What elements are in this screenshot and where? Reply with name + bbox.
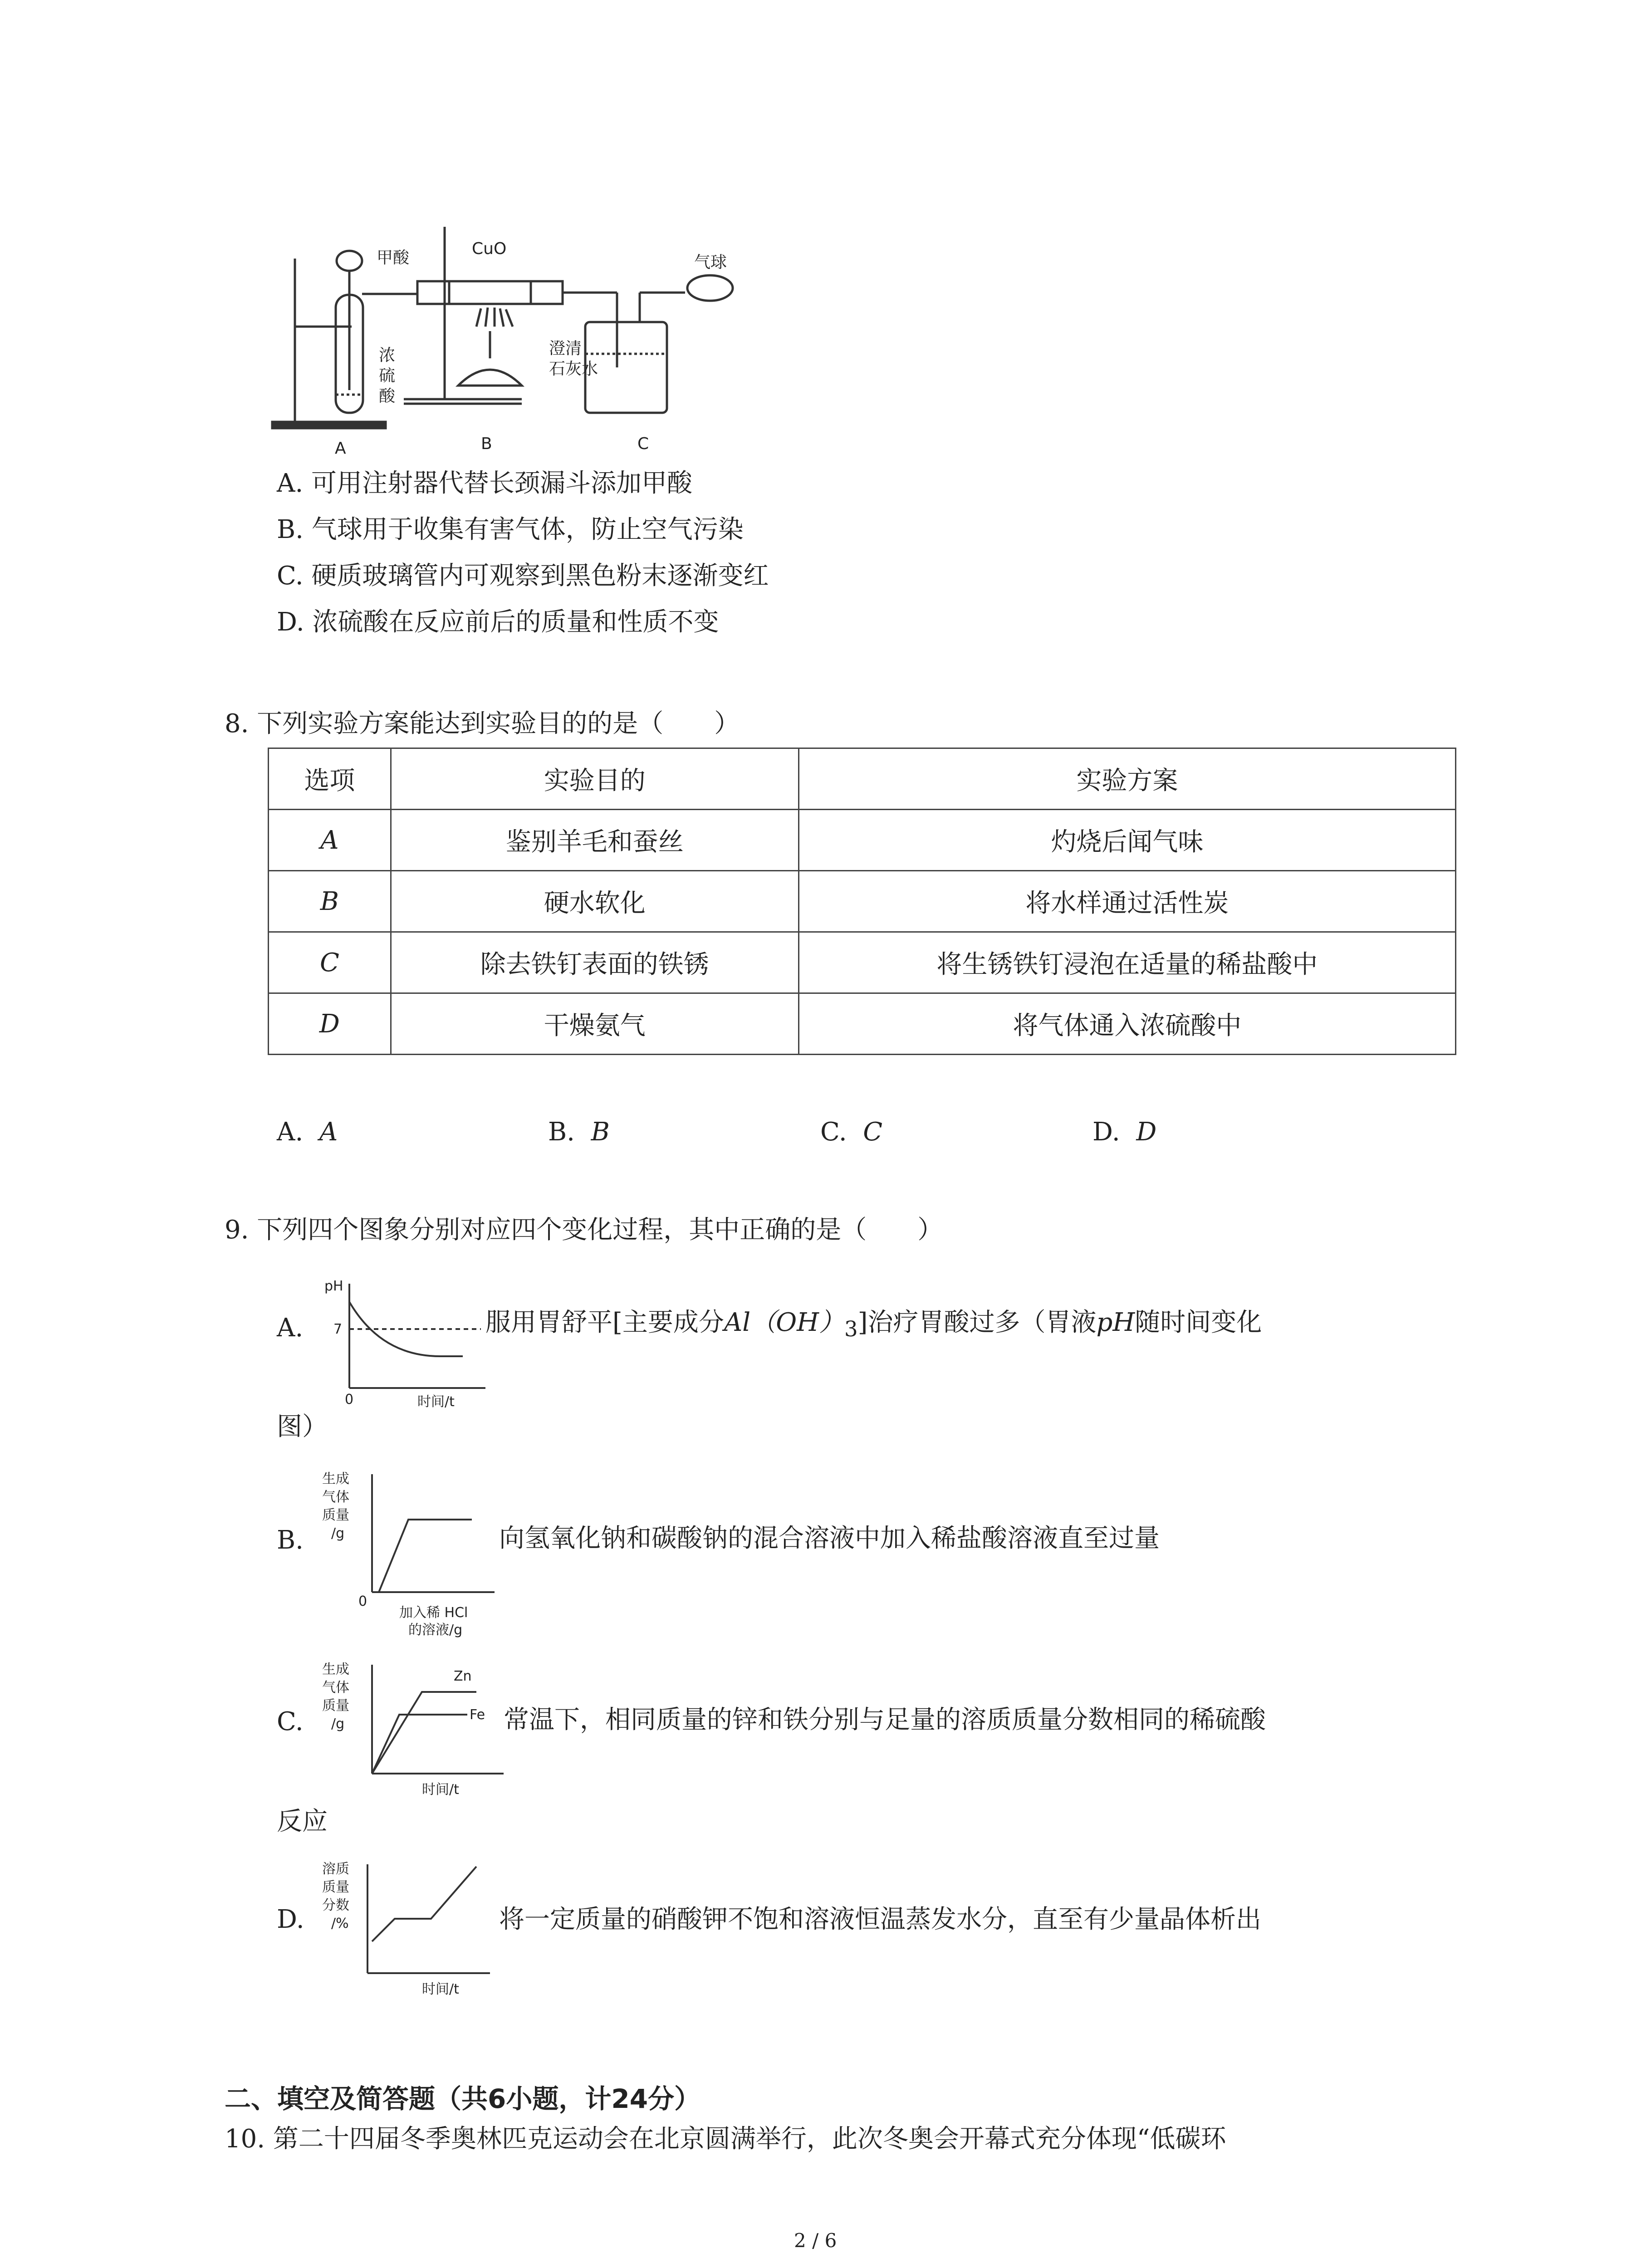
q8-choice-b [548, 1116, 610, 1149]
label-limewater-2: 石灰水 [549, 360, 598, 378]
subscript: 3 [844, 1317, 858, 1342]
graph-a-origin: 0 [345, 1392, 354, 1408]
header-plan: 实验方案 [798, 748, 1455, 810]
choice-prefix: C. [820, 1117, 847, 1147]
graph-c-xlabel: 时间/t [422, 1782, 459, 1798]
choice-value: D [1136, 1117, 1157, 1147]
graph-a-ylabel: pH [324, 1278, 343, 1294]
q7-apparatus-figure [268, 218, 758, 463]
choice-value: A [319, 1117, 338, 1147]
formula: Al（OH） [724, 1308, 844, 1337]
graph-c-ylabel-3: 质量 [322, 1698, 349, 1714]
q7-option-c: C. 硬质玻璃管内可观察到黑色粉末逐渐变红 [277, 561, 769, 591]
q9-stem: 9. 下列四个图象分别对应四个变化过程，其中正确的是（ ） [225, 1215, 943, 1245]
row-b-option: B [269, 871, 391, 932]
table-row [269, 932, 1456, 993]
row-d-purpose: 干燥氨气 [391, 993, 798, 1055]
q9-a-text [485, 1306, 1262, 1346]
q9-b-prefix: B. [277, 1525, 304, 1555]
q9-a-cont: 图） [277, 1412, 328, 1442]
row-a-plan: 灼烧后闻气味 [798, 810, 1455, 871]
graph-c-ylabel-4: /g [331, 1716, 345, 1732]
graph-b-origin: 0 [358, 1593, 367, 1609]
q8-choice-d [1092, 1116, 1156, 1149]
q8-choice-a [277, 1116, 338, 1149]
row-a-option: A [269, 810, 391, 871]
table-row [269, 871, 1456, 932]
row-d-option: D [269, 993, 391, 1055]
graph-b-ylabel-4: /g [331, 1525, 345, 1541]
q9-d-graph [313, 1851, 495, 2000]
page-number: 2 / 6 [794, 2229, 837, 2252]
row-b-purpose: 硬水软化 [391, 871, 798, 932]
section-heading: 二、填空及简答题（共6小题，计24分） [225, 2083, 701, 2114]
row-b-plan: 将水样通过活性炭 [798, 871, 1455, 932]
text-part: 服用胃舒平[主要成分 [485, 1308, 724, 1337]
label-c: C [637, 435, 649, 453]
label-conc-3: 酸 [379, 387, 396, 406]
q8-stem: 8. 下列实验方案能达到实验目的的是（ ） [225, 709, 740, 738]
table-row [269, 993, 1456, 1055]
graph-a-xlabel: 时间/t [417, 1394, 455, 1410]
choice-value: C [863, 1117, 883, 1147]
row-c-purpose: 除去铁钉表面的铁锈 [391, 932, 798, 993]
text-part: 随时间变化 [1135, 1308, 1262, 1337]
label-cuo: CuO [472, 240, 507, 258]
q9-b-graph [313, 1461, 504, 1637]
q8-table [268, 748, 1456, 1055]
q9-c-graph [313, 1651, 504, 1805]
row-d-plan: 将气体通入浓硫酸中 [798, 993, 1455, 1055]
q10-text: 10. 第二十四届冬季奥林匹克运动会在北京圆满举行，此次冬奥会开幕式充分体现“低碳环 [225, 2124, 1226, 2154]
q9-c-text: 常温下，相同质量的锌和铁分别与足量的溶质质量分数相同的稀硫酸 [504, 1705, 1266, 1735]
table-header-row [269, 748, 1456, 810]
choice-value: B [591, 1117, 610, 1147]
label-conc-1: 浓 [379, 346, 396, 365]
graph-d-ylabel-2: 质量 [322, 1879, 349, 1895]
text-part: ]治疗胃酸过多（胃液 [857, 1308, 1097, 1337]
choice-prefix: A. [277, 1117, 304, 1147]
graph-a-ytick: 7 [333, 1321, 343, 1337]
table-row [269, 810, 1456, 871]
graph-b-ylabel-2: 气体 [322, 1489, 349, 1505]
label-a: A [335, 439, 346, 458]
q8-choice-c [820, 1116, 882, 1149]
q9-d-text: 将一定质量的硝酸钾不饱和溶液恒温蒸发水分，直至有少量晶体析出 [499, 1905, 1261, 1934]
graph-d-ylabel-1: 溶质 [322, 1861, 349, 1877]
graph-c-ylabel-2: 气体 [322, 1680, 349, 1696]
graph-d-xlabel: 时间/t [422, 1981, 459, 1997]
label-balloon: 气球 [694, 253, 727, 272]
choice-prefix: D. [1092, 1117, 1120, 1147]
row-a-purpose: 鉴别羊毛和蚕丝 [391, 810, 798, 871]
graph-d-ylabel-4: /% [331, 1916, 349, 1931]
graph-d-ylabel-3: 分数 [322, 1897, 349, 1913]
q9-d-prefix: D. [277, 1905, 304, 1934]
header-purpose: 实验目的 [391, 748, 798, 810]
row-c-plan: 将生锈铁钉浸泡在适量的稀盐酸中 [798, 932, 1455, 993]
q9-a-prefix: A. [277, 1313, 304, 1343]
graph-b-ylabel-1: 生成 [322, 1471, 349, 1487]
row-c-option: C [269, 932, 391, 993]
q7-option-a: A. 可用注射器代替长颈漏斗添加甲酸 [277, 469, 693, 498]
graph-c-fe: Fe [470, 1707, 485, 1723]
ph-symbol: pH [1096, 1308, 1135, 1337]
graph-b-xlabel-1: 加入稀 HCl [399, 1605, 468, 1621]
label-b: B [481, 435, 492, 453]
q7-option-b: B. 气球用于收集有害气体，防止空气污染 [277, 515, 744, 544]
label-formic-acid: 甲酸 [377, 249, 410, 267]
label-conc-2: 硫 [379, 367, 396, 385]
choice-prefix: B. [548, 1117, 575, 1147]
q7-option-d: D. 浓硫酸在反应前后的质量和性质不变 [277, 607, 719, 637]
header-option: 选项 [269, 748, 391, 810]
graph-b-xlabel-2: 的溶液/g [408, 1622, 463, 1637]
q9-b-text: 向氢氧化钠和碳酸钠的混合溶液中加入稀盐酸溶液直至过量 [499, 1524, 1160, 1553]
graph-c-ylabel-1: 生成 [322, 1662, 349, 1677]
graph-c-zn: Zn [454, 1668, 472, 1684]
graph-b-ylabel-3: 质量 [322, 1507, 349, 1523]
label-limewater-1: 澄清 [549, 339, 582, 358]
q9-c-cont: 反应 [277, 1807, 328, 1836]
q9-c-prefix: C. [277, 1707, 304, 1736]
q9-a-graph [313, 1266, 495, 1415]
